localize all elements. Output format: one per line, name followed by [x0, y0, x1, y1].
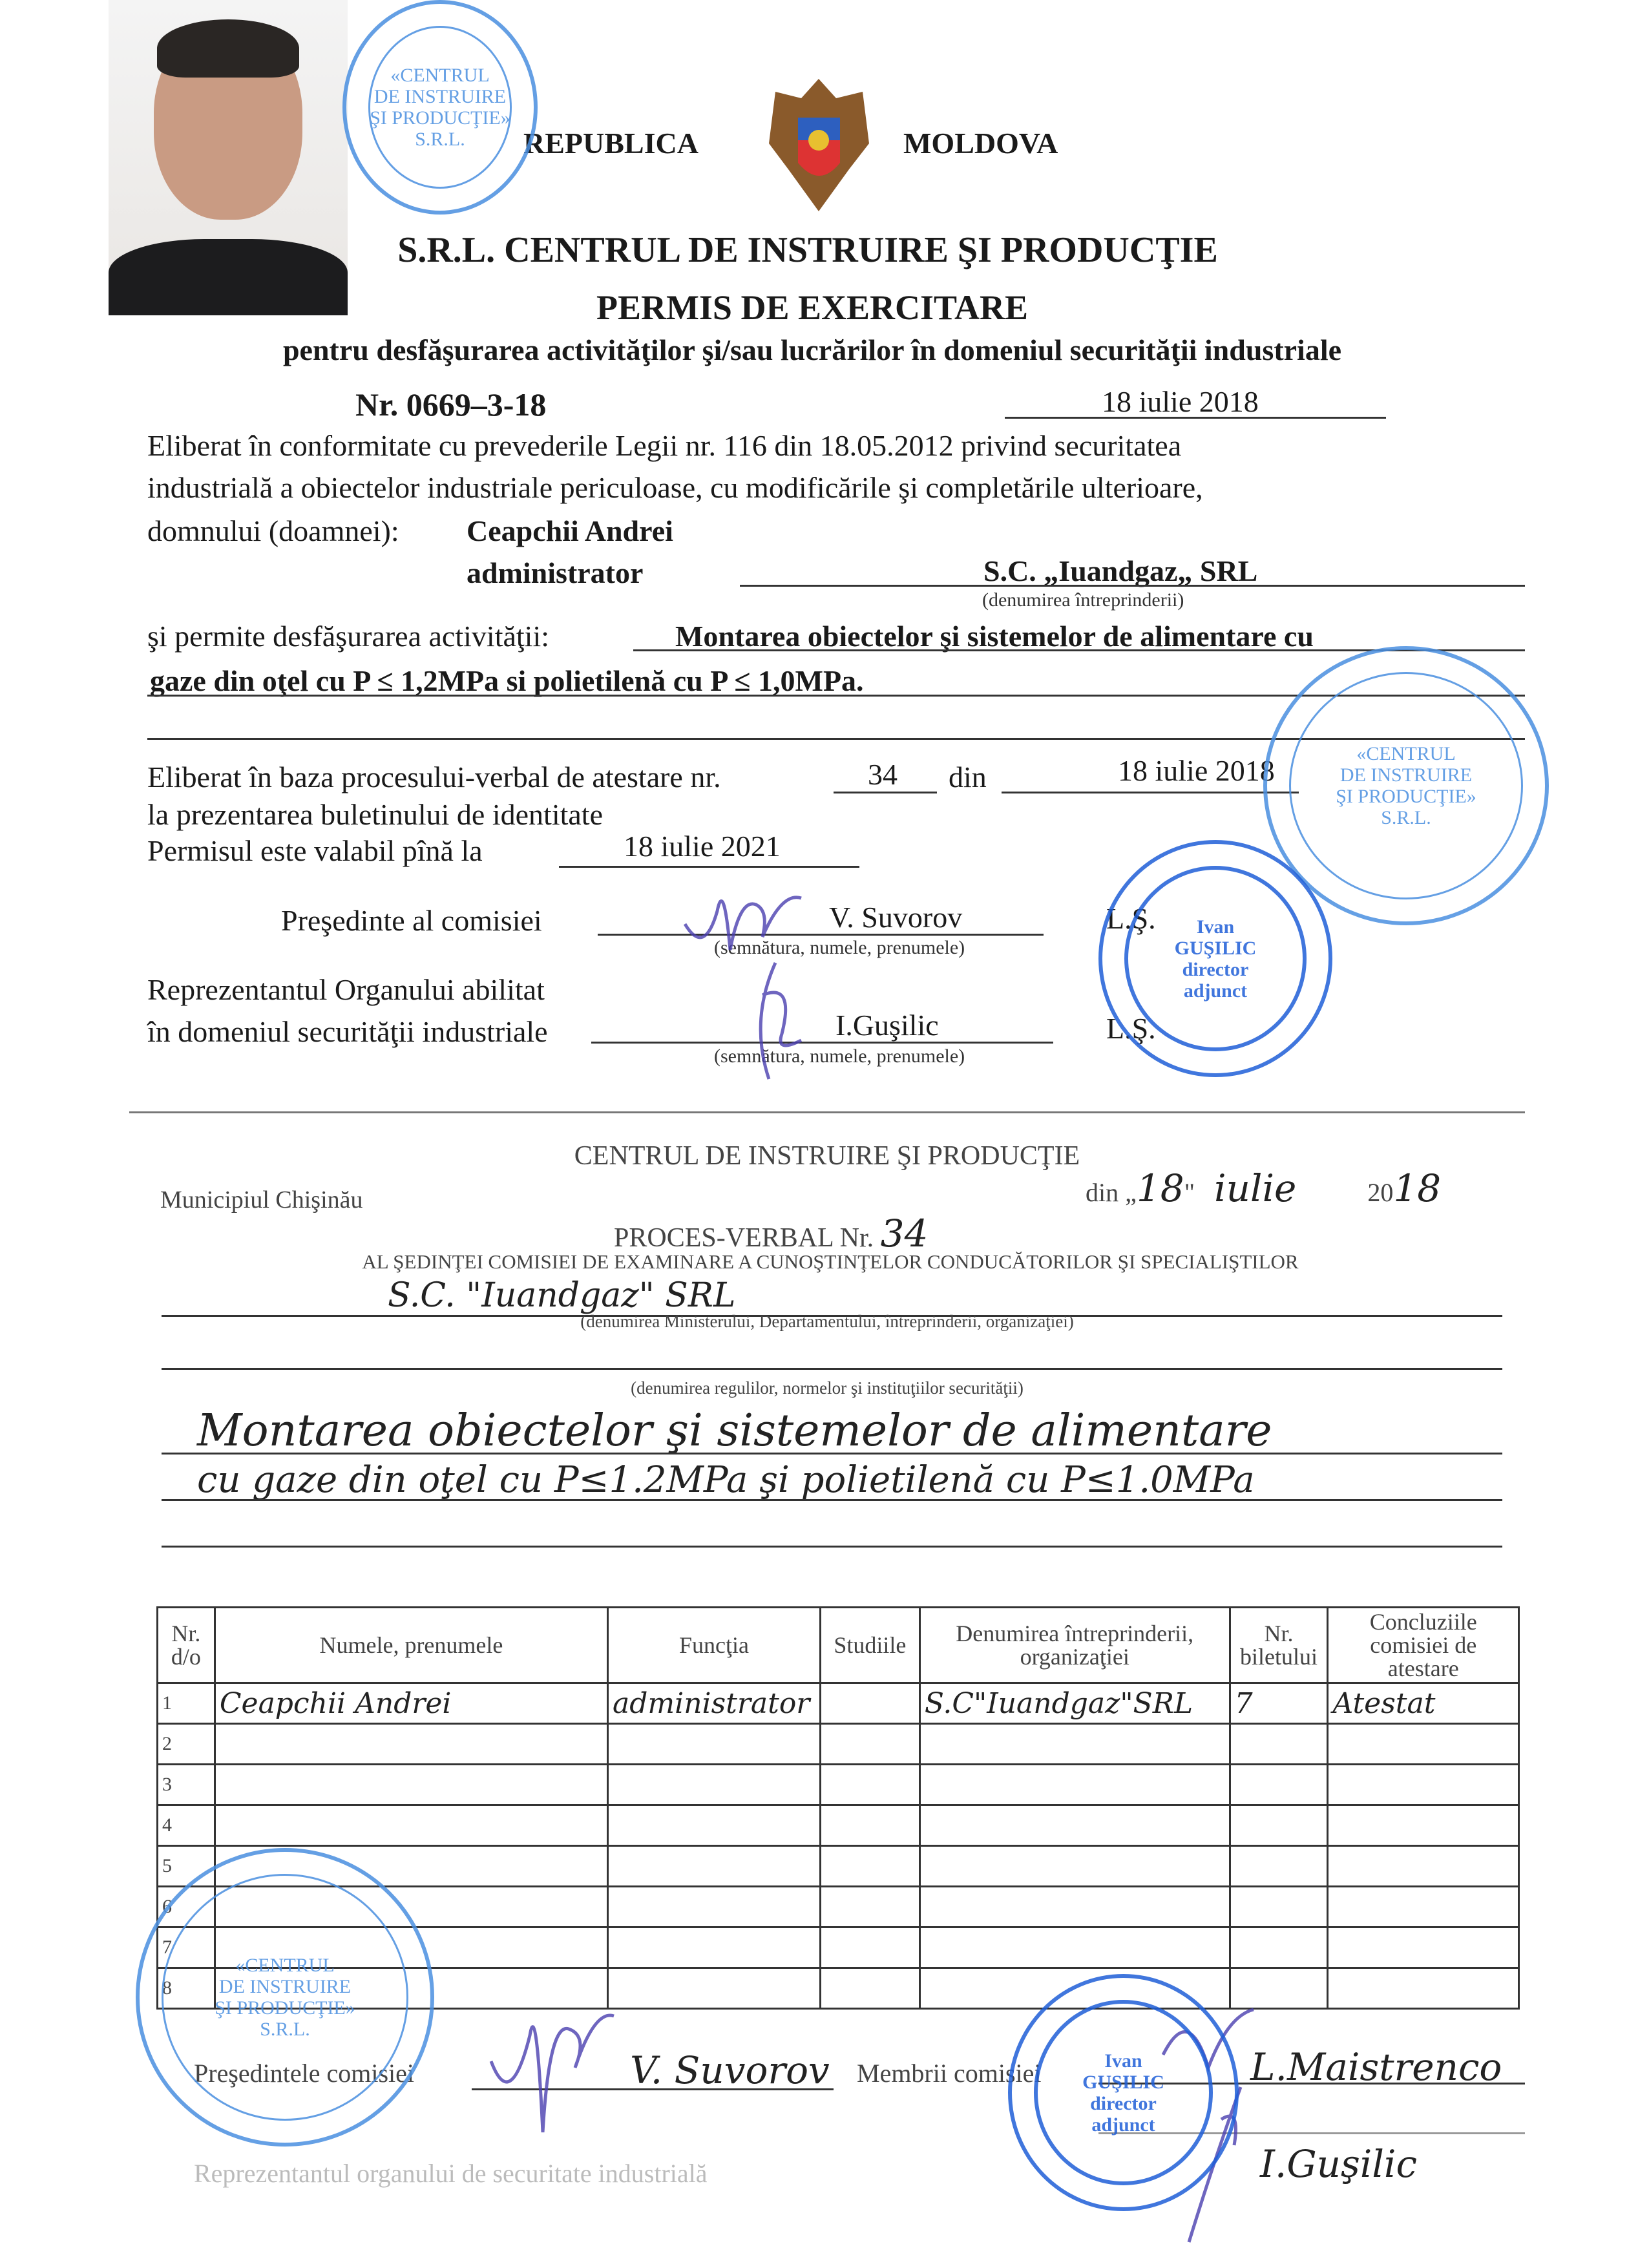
col-header: Studiile	[820, 1608, 919, 1683]
table-cell	[820, 1683, 919, 1724]
date-day: 18	[1136, 1166, 1184, 1210]
table-cell	[820, 1927, 919, 1968]
rules-caption: (denumirea regulilor, normelor şi instituţiilor securităţii)	[631, 1378, 1024, 1398]
table-cell	[820, 1765, 919, 1805]
col-header: Concluziile comisiei de atestare	[1328, 1608, 1519, 1683]
president-name: V. Suvorov	[829, 901, 963, 934]
member-1: L.Maistrenco	[1250, 2045, 1502, 2089]
table-cell	[919, 1724, 1230, 1765]
country-right: MOLDOVA	[903, 127, 1058, 160]
agency-stamp: Ivan GUŞILIC director adjunct	[1008, 1974, 1239, 2211]
rep-name: I.Guşilic	[835, 1009, 939, 1042]
minutes-org: CENTRUL DE INSTRUIRE ŞI PRODUCŢIE	[574, 1141, 1080, 1171]
president-label: Preşedintele comisiei	[194, 2059, 415, 2088]
minutes-city: Municipiul Chişinău	[160, 1186, 363, 1213]
table-cell	[215, 1765, 607, 1805]
table-cell: 6	[158, 1887, 215, 1927]
date-month: iulie	[1214, 1166, 1297, 1210]
table-cell: S.C"Iuandgaz"SRL	[919, 1683, 1230, 1724]
table-cell	[1328, 1805, 1519, 1846]
permit-number: Nr. 0669–3-18	[355, 386, 547, 423]
table-cell	[919, 1927, 1230, 1968]
table-cell: 7	[158, 1927, 215, 1968]
table-cell	[608, 1887, 821, 1927]
table-cell	[820, 1724, 919, 1765]
minutes-company: S.C. "Iuandgaz" SRL	[388, 1276, 736, 1315]
table-cell	[1328, 1724, 1519, 1765]
holder-company: S.C. „Iuandgaz„ SRL	[983, 554, 1258, 587]
table-cell	[820, 1846, 919, 1887]
company-stamp: «CENTRUL DE INSTRUIRE ŞI PRODUCŢIE» S.R.L.	[342, 0, 538, 215]
title-text: PROCES-VERBAL Nr.	[614, 1223, 874, 1253]
signature-caption: (semnătura, numele, prenumele)	[714, 937, 965, 958]
rep-label: Reprezentantul organului de securitate industrială	[194, 2159, 708, 2188]
table-cell: 2	[158, 1724, 215, 1765]
minutes-title	[614, 1212, 928, 1255]
date-year-prefix: 20	[1367, 1178, 1394, 1207]
signature-mark	[478, 1984, 620, 2152]
company-stamp: «CENTRUL DE INSTRUIRE ŞI PRODUCŢIE» S.R.L.	[1263, 646, 1549, 925]
rep-label-2: în domeniul securităţii industriale	[147, 1015, 548, 1048]
table-cell	[215, 1805, 607, 1846]
basis-din: din	[949, 761, 987, 793]
members-label: Membrii comisiei	[857, 2059, 1042, 2088]
table-cell	[1328, 1927, 1519, 1968]
table-cell: 4	[158, 1805, 215, 1846]
table-row	[158, 1765, 1519, 1805]
signature-mark	[737, 956, 814, 1086]
table-cell	[608, 1765, 821, 1805]
signature-caption: (semnătura, numele, prenumele)	[714, 1045, 965, 1067]
table-cell: Ceapchii Andrei	[215, 1683, 607, 1724]
activity-line-2: cu gaze din oţel cu P≤1.2MPa şi polietilenă cu P≤1.0MPa	[197, 1459, 1255, 1501]
id-line: la prezentarea buletinului de identitate	[147, 798, 604, 831]
table-cell	[608, 1968, 821, 2009]
table-cell	[820, 1805, 919, 1846]
activity-line-1: Montarea obiectelor şi sistemelor de alimentare	[197, 1405, 1272, 1456]
permit-title: PERMIS DE EXERCITARE	[596, 288, 1029, 327]
table-cell	[919, 1887, 1230, 1927]
table-cell	[1230, 1887, 1328, 1927]
col-header: Nr. biletului	[1230, 1608, 1328, 1683]
table-cell: administrator	[608, 1683, 821, 1724]
table-cell	[608, 1724, 821, 1765]
ls-mark: L.Ş.	[1106, 902, 1156, 935]
date-prefix: din „	[1086, 1178, 1137, 1207]
table-cell	[820, 1968, 919, 2009]
basis-date: 18 iulie 2018	[1118, 754, 1275, 787]
table-cell	[1328, 1846, 1519, 1887]
col-header: Numele, prenumele	[215, 1608, 607, 1683]
basis-label: Eliberat în baza procesului-verbal de atestare nr.	[147, 761, 721, 793]
table-cell: 8	[158, 1968, 215, 2009]
rep-label-1: Reprezentantul Organului abilitat	[147, 973, 545, 1006]
table-cell	[608, 1927, 821, 1968]
table-cell	[1230, 1927, 1328, 1968]
holder-name: Ceapchii Andrei	[467, 514, 673, 547]
table-cell	[820, 1887, 919, 1927]
table-row	[158, 1805, 1519, 1846]
holder-position: administrator	[467, 556, 644, 589]
table-cell: Atestat	[1328, 1683, 1519, 1724]
basis-number: 34	[868, 758, 898, 791]
country-left: REPUBLICA	[523, 127, 698, 160]
table-row	[158, 1683, 1519, 1724]
table-cell: 1	[158, 1683, 215, 1724]
col-header: Denumirea întreprinderii, organizaţiei	[919, 1608, 1230, 1683]
permit-subtitle: pentru desfăşurarea activităţilor şi/sau lucrărilor în domeniul securităţii industriale	[282, 333, 1342, 366]
agency-stamp: Ivan GUŞILIC director adjunct	[1098, 840, 1332, 1077]
col-header: Funcţia	[608, 1608, 821, 1683]
company-stamp: «CENTRUL DE INSTRUIRE ŞI PRODUCŢIE» S.R.L.	[136, 1848, 434, 2147]
minutes-subtitle: AL ŞEDINŢEI COMISIEI DE EXAMINARE A CUNOŞTINŢELOR CONDUCĂTORILOR ŞI SPECIALIŞTILOR	[362, 1250, 1299, 1273]
table-cell	[1230, 1846, 1328, 1887]
president-label: Preşedinte al comisiei	[281, 904, 542, 937]
minutes-date: din „18" iulie 2018	[1086, 1166, 1442, 1210]
company-caption: (denumirea întreprinderii)	[982, 589, 1184, 611]
activity-line-2: gaze din oţel cu P ≤ 1,2MPa si polietilenă cu P ≤ 1,0MPa.	[150, 664, 864, 697]
table-cell	[1230, 1805, 1328, 1846]
table-cell	[608, 1805, 821, 1846]
valid-label: Permisul este valabil pînă la	[147, 834, 483, 867]
table-header-row	[158, 1608, 1519, 1683]
table-cell	[919, 1805, 1230, 1846]
table-cell: 7	[1230, 1683, 1328, 1724]
table-cell	[1328, 1887, 1519, 1927]
col-header: Nr. d/o	[158, 1608, 215, 1683]
table-cell: 5	[158, 1846, 215, 1887]
date-year: 18	[1393, 1166, 1442, 1210]
text-line: industrială a obiectelor industriale periculoase, cu modificările şi completările ulterioare,	[147, 471, 1203, 504]
valid-date: 18 iulie 2021	[624, 830, 781, 863]
text-line: Eliberat în conformitate cu prevederile Legii nr. 116 din 18.05.2012 privind securitatea	[147, 429, 1182, 462]
moldova-coat-of-arms-icon	[762, 72, 876, 218]
ls-mark: L.Ş.	[1106, 1012, 1156, 1045]
table-row	[158, 1724, 1519, 1765]
table-cell	[1230, 1765, 1328, 1805]
table-cell	[1328, 1765, 1519, 1805]
holder-label: domnului (doamnei):	[147, 514, 399, 547]
president-name: V. Suvorov	[630, 2048, 830, 2092]
minutes-number: 34	[880, 1212, 929, 1255]
table-cell	[215, 1724, 607, 1765]
table-cell	[919, 1765, 1230, 1805]
member-2: I.Guşilic	[1260, 2142, 1417, 2186]
org-title: S.R.L. CENTRUL DE INSTRUIRE ŞI PRODUCŢIE	[397, 230, 1218, 270]
holder-photo	[109, 0, 348, 315]
permit-date: 18 iulie 2018	[1102, 385, 1259, 418]
table-cell: 3	[158, 1765, 215, 1805]
company-caption: (denumirea Ministerului, Departamentului, întreprinderii, organizaţiei)	[580, 1312, 1074, 1331]
table-cell	[1230, 1724, 1328, 1765]
activity-label: şi permite desfăşurarea activităţii:	[147, 620, 550, 653]
table-cell	[919, 1846, 1230, 1887]
table-cell	[1328, 1968, 1519, 2009]
table-cell	[608, 1846, 821, 1887]
activity-line-1: Montarea obiectelor şi sistemelor de alimentare cu	[675, 620, 1314, 653]
